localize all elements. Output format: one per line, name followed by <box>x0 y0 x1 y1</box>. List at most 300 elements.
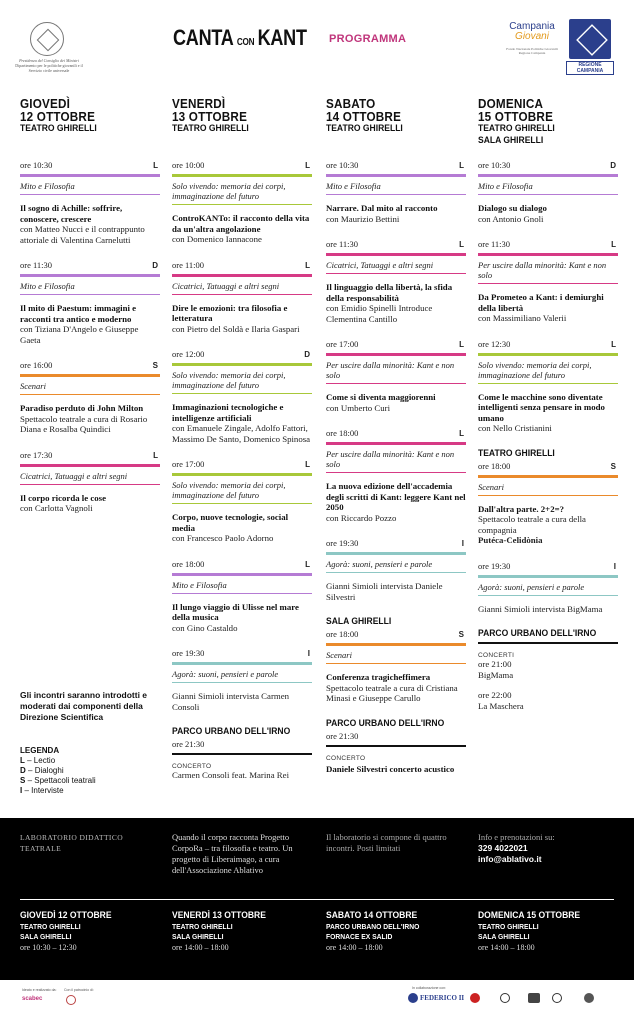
federico-ii-logo: FEDERICO II <box>420 994 465 1002</box>
legend-label: Dialoghi <box>34 766 64 775</box>
day-name: DOMENICA <box>478 96 544 111</box>
color-rule <box>478 353 618 356</box>
time-slot <box>172 348 312 361</box>
legend-title: LEGENDA <box>20 746 60 755</box>
event-desc: con Carlotta Vagnoli <box>20 503 93 513</box>
time-slot <box>20 359 160 372</box>
theme-line <box>172 204 312 205</box>
event-time: ore 18:00 <box>172 558 205 569</box>
color-rule <box>20 374 160 377</box>
black-rule <box>326 745 466 747</box>
event-theme: Mito e Filosofia <box>326 181 381 191</box>
event-desc: Gianni Simioli intervista Daniele Silvestri <box>326 581 443 602</box>
event-desc: Spettacolo teatrale a cura della compagnia <box>478 514 586 535</box>
day-name: SABATO <box>326 96 376 111</box>
day-heading <box>20 98 160 123</box>
event-theme: Agorà: suoni, pensieri e parole <box>172 669 279 679</box>
venue: TEATRO GHIRELLI <box>172 123 249 134</box>
event-desc: con Matteo Nucci e il contrappunto attoriale di Valentina Carnelutti <box>20 224 145 245</box>
event-theme: Mito e Filosofia <box>20 281 75 291</box>
event-block <box>20 359 160 435</box>
partner-logo-icon <box>552 993 562 1003</box>
lab-venue: TEATRO GHIRELLI <box>20 922 81 931</box>
event-theme: Solo vivendo: memoria dei corpi, immaginazione del futuro <box>172 370 286 390</box>
theme-line <box>20 394 160 395</box>
theme-line <box>172 294 312 295</box>
event-title: Dialogo su dialogo <box>478 203 547 213</box>
time-slot <box>478 460 618 473</box>
gov-line2: Dipartimento per le politiche giovanili e il Servizio civile universale <box>15 63 83 73</box>
event-block <box>172 348 312 444</box>
event-time: ore 19:30 <box>478 560 511 571</box>
theme-line <box>326 194 466 195</box>
event-desc: con Emanuele Zingale, Adolfo Fattori, Massimo De Santo, Domenico Spinosa <box>172 423 311 444</box>
venue: PARCO URBANO DELL'IRNO <box>172 726 291 737</box>
event-time: ore 10:30 <box>20 160 53 170</box>
event-type: L <box>305 161 310 170</box>
event-title: Il mito di Paestum: immagini e racconti tra antico e moderno <box>20 303 137 324</box>
time-slot <box>172 458 312 471</box>
event-theme: Mito e Filosofia <box>478 181 533 191</box>
event-theme: Cicatrici, Tatuaggi e altri segni <box>326 260 434 270</box>
time-slot <box>478 238 618 251</box>
legend-item: I – Interviste <box>20 786 64 795</box>
event-time: ore 17:00 <box>326 339 359 349</box>
venue: TEATRO GHIRELLI <box>326 123 403 134</box>
theme-line <box>20 194 160 195</box>
lab-info: Il laboratorio si compone di quattro incontri. Posti limitati <box>326 832 447 853</box>
contact-label: Info e prenotazioni su: <box>478 832 555 842</box>
event-time: ore 11:30 <box>478 239 511 249</box>
event-title: Dall'altra parte. 2+2=? <box>478 503 565 514</box>
lab-day-title: VENERDÌ 13 OTTOBRE <box>172 910 266 921</box>
italian-republic-emblem-icon <box>30 22 64 56</box>
event-theme: Scenari <box>20 381 46 391</box>
color-rule <box>172 573 312 576</box>
event-time: ore 19:30 <box>326 538 359 548</box>
color-rule <box>172 662 312 665</box>
theme-line <box>172 682 312 683</box>
event-type: L <box>153 450 158 460</box>
lab-venue: FORNACE EX SALID <box>326 932 393 941</box>
event-title: Da Prometeo a Kant: i demiurghi della libertà <box>478 292 604 313</box>
partner-logo-icon <box>584 993 594 1003</box>
event-type: L <box>459 340 464 349</box>
lab-day-title: GIOVEDÌ 12 OTTOBRE <box>20 910 112 921</box>
event-title: Narrare. Dal mito al racconto <box>326 203 438 213</box>
event-block <box>172 458 312 544</box>
event-desc: con Massimiliano Valerii <box>478 313 567 323</box>
event-time: ore 21:00 <box>478 659 512 669</box>
event-desc: La Maschera <box>478 700 524 711</box>
event-block <box>478 159 618 224</box>
lab-day-title: DOMENICA 15 OTTOBRE <box>478 910 581 921</box>
email-link[interactable]: info@ablativo.it <box>478 854 542 864</box>
event-theme: Scenari <box>478 481 504 492</box>
event-block <box>20 449 160 514</box>
color-rule <box>172 274 312 277</box>
color-rule <box>20 174 160 177</box>
event-desc: Gianni Simioli intervista BigMama <box>478 603 603 614</box>
event-desc: con Antonio Gnoli <box>478 213 544 224</box>
event-time: ore 11:30 <box>20 260 53 270</box>
theme-line <box>326 663 466 664</box>
event-block <box>326 159 466 224</box>
event-desc: con Pietro del Soldà e Ilaria Gaspari <box>172 323 300 334</box>
event-time: ore 12:30 <box>478 338 511 349</box>
lab-venue: SALA GHIRELLI <box>478 932 530 941</box>
color-rule <box>478 174 618 177</box>
event-type: S <box>610 461 616 471</box>
patronage-label: Con il patrocinio di: <box>64 988 94 992</box>
event-time: ore 18:00 <box>326 629 359 639</box>
legend-item: D – Dialoghi <box>20 766 64 775</box>
scabec-logo: scabec <box>22 996 43 1002</box>
event-type: I <box>461 539 464 548</box>
event-type: L <box>305 559 310 569</box>
event-type: L <box>459 161 464 170</box>
theme-line <box>326 472 466 473</box>
time-slot <box>172 558 312 571</box>
day-date: 15 OTTOBRE <box>478 108 554 124</box>
day-date: 14 OTTOBRE <box>326 108 402 124</box>
event-block <box>326 427 466 523</box>
legend-label: Lectio <box>33 756 56 765</box>
event-time: ore 17:30 <box>20 449 53 460</box>
event-block <box>172 159 312 245</box>
footer-divider <box>20 899 614 900</box>
event-desc: con Riccardo Pozzo <box>326 512 397 523</box>
lab-time: ore 14:00 – 18:00 <box>326 943 383 952</box>
color-rule <box>20 464 160 467</box>
gov-line1: Presidenza del Consiglio dei Ministri <box>19 58 79 63</box>
lab-time: ore 10:30 – 12:30 <box>20 943 77 952</box>
event-theme: Agorà: suoni, pensieri e parole <box>478 581 585 592</box>
phone-number[interactable]: 329 4022021 <box>478 843 528 853</box>
event-desc: Gianni Simioli intervista Carmen Consoli <box>172 691 290 712</box>
lab-day <box>478 910 623 954</box>
event-time: ore 10:00 <box>172 160 205 170</box>
day-date: 13 OTTOBRE <box>172 108 248 124</box>
event-block <box>478 238 618 324</box>
event-time: ore 16:00 <box>20 360 53 370</box>
legend-key: D <box>20 766 26 775</box>
theme-line <box>326 383 466 384</box>
event-time: ore 21:30 <box>172 739 205 749</box>
promoter-label: Ideato e realizzato da: <box>22 988 57 992</box>
event-title <box>173 25 307 51</box>
event-theme: Mito e Filosofia <box>172 579 227 590</box>
color-rule <box>172 363 312 366</box>
event-theme: Per uscire dalla minorità: Kant e non solo <box>326 360 455 380</box>
event-type: D <box>152 261 158 270</box>
event-title: Come le macchine sono diventate intelligenti senza pensare in modo umano <box>478 391 605 423</box>
event-type: L <box>611 339 616 349</box>
column-sunday <box>478 98 618 711</box>
color-rule <box>326 442 466 445</box>
sponsor-logos <box>0 980 634 1024</box>
event-theme: Scenari <box>326 650 352 660</box>
legend-key: S <box>20 776 26 785</box>
event-theme: Per uscire dalla minorità: Kant e non solo <box>326 449 455 469</box>
event-time: ore 19:30 <box>172 648 205 658</box>
event-block <box>172 647 312 712</box>
event-title: Il sogno di Achille: soffrire, conoscere, crescere <box>20 203 123 224</box>
theme-line <box>478 595 618 596</box>
lab-time: ore 14:00 – 18:00 <box>172 943 229 952</box>
day-name: GIOVEDÌ <box>20 96 71 111</box>
event-theme: Solo vivendo: memoria dei corpi, immaginazione del futuro <box>172 181 286 201</box>
legend-label: Interviste <box>31 786 64 795</box>
campania-sub: Fondo Nazionale Politiche Giovanili Regione Campania <box>506 47 558 55</box>
event-desc: con Nello Cristianini <box>478 423 552 433</box>
time-slot <box>172 738 312 751</box>
color-rule <box>478 253 618 256</box>
event-time: ore 10:30 <box>478 160 511 170</box>
event-desc: con Emidio Spinelli Introduce Clementina Cantillo <box>326 303 433 324</box>
time-slot <box>20 159 160 172</box>
column-saturday <box>326 98 466 774</box>
event-type: L <box>305 460 310 469</box>
theme-line <box>172 393 312 394</box>
campania-word: Campania <box>509 21 555 32</box>
venue: TEATRO GHIRELLI <box>20 123 97 134</box>
column-thursday <box>20 98 160 514</box>
event-theme: Per uscire dalla minorità: Kant e non solo <box>478 260 607 280</box>
lab-venue: SALA GHIRELLI <box>20 932 72 941</box>
concert-label: CONCERTO <box>326 754 366 762</box>
programma-label: PROGRAMMA <box>329 33 407 45</box>
lab-contact <box>478 832 628 865</box>
color-rule <box>478 475 618 478</box>
theme-line <box>478 283 618 284</box>
legend <box>20 746 160 796</box>
venue: SALA GHIRELLI <box>326 616 392 627</box>
event-theme: Agorà: suoni, pensieri e parole <box>326 559 433 569</box>
event-block <box>20 159 160 245</box>
theme-line <box>478 495 618 496</box>
lab-venue: PARCO URBANO DELL'IRNO <box>326 922 420 931</box>
event-title: La nuova edizione dell'accademia degli scritti di Kant: leggere Kant nel 2050 <box>326 481 466 512</box>
theme-line <box>172 593 312 594</box>
company-name: Putéca-Celidònia <box>478 535 543 545</box>
event-title: Paradiso perduto di John Milton <box>20 403 144 413</box>
event-type: S <box>458 630 464 639</box>
day-date: 12 OTTOBRE <box>20 108 96 124</box>
title-part1: CANTA <box>173 25 234 50</box>
color-rule <box>326 253 466 256</box>
footer-lab-section <box>0 818 634 980</box>
event-type: L <box>153 161 158 170</box>
event-desc: con Maurizio Bettini <box>326 213 400 224</box>
giovani-word: Giovani <box>515 31 549 42</box>
partners-label: In collaborazione con: <box>412 986 447 990</box>
event-time: ore 22:00 <box>478 690 512 700</box>
event-time: ore 17:00 <box>172 459 205 469</box>
event-block <box>20 259 160 345</box>
legend-key: L <box>20 756 25 765</box>
event-type: S <box>152 361 158 370</box>
time-slot <box>20 259 160 272</box>
event-desc: Carmen Consoli feat. Marina Rei <box>172 770 290 780</box>
event-time: ore 18:00 <box>326 428 359 438</box>
legend-item: L – Lectio <box>20 756 56 765</box>
day-name: VENERDÌ <box>172 96 226 111</box>
event-theme: Mito e Filosofia <box>20 181 75 191</box>
event-desc: con Francesco Paolo Adorno <box>172 533 274 543</box>
event-desc: con Gino Castaldo <box>172 622 238 633</box>
title-con: CON <box>236 37 255 48</box>
venue: PARCO URBANO DELL'IRNO <box>478 628 597 639</box>
campania-giovani-logo <box>502 22 562 42</box>
theme-line <box>172 503 312 504</box>
event-block <box>172 558 312 634</box>
event-block <box>172 259 312 335</box>
event-type: I <box>307 649 310 658</box>
time-slot <box>326 427 466 440</box>
theme-line <box>478 383 618 384</box>
event-type: L <box>305 260 310 270</box>
lab-day <box>20 910 165 954</box>
color-rule <box>172 174 312 177</box>
venue: SALA GHIRELLI <box>478 135 544 146</box>
time-slot <box>326 159 466 172</box>
partner-logo-icon <box>470 993 480 1003</box>
patronage-logo-icon <box>66 995 76 1005</box>
event-theme: Cicatrici, Tatuaggi e altri segni <box>172 280 280 291</box>
time-slot <box>326 338 466 351</box>
event-time: ore 12:00 <box>172 349 205 359</box>
day-heading <box>326 98 466 123</box>
lab-day-title: SABATO 14 OTTOBRE <box>326 910 418 921</box>
time-slot <box>326 730 466 743</box>
event-block <box>478 560 618 615</box>
day-heading <box>172 98 312 123</box>
theme-line <box>478 194 618 195</box>
event-block <box>326 338 466 413</box>
theme-line <box>326 572 466 573</box>
event-title: Dire le emozioni: tra filosofia e letteratura <box>172 302 288 323</box>
concert-label: CONCERTI <box>478 652 515 659</box>
venue: TEATRO GHIRELLI <box>478 447 555 459</box>
day-heading <box>478 98 618 123</box>
event-time: ore 11:30 <box>326 239 359 249</box>
event-title: Conferenza tragicheffimera <box>326 672 431 682</box>
title-part2: KANT <box>257 25 307 50</box>
time-slot <box>172 259 312 272</box>
lab-venue: SALA GHIRELLI <box>172 932 224 941</box>
legend-item: S – Spettacoli teatrali <box>20 776 96 785</box>
color-rule <box>326 174 466 177</box>
event-theme: Cicatrici, Tatuaggi e altri segni <box>20 470 128 481</box>
event-desc: con Umberto Curi <box>326 402 391 413</box>
university-salerno-logo-icon <box>500 993 510 1003</box>
event-time: ore 21:30 <box>326 730 359 741</box>
event-type: L <box>459 240 464 249</box>
venue: TEATRO GHIRELLI <box>478 123 555 134</box>
black-rule <box>478 642 618 644</box>
event-theme: Solo vivendo: memoria dei corpi, immaginazione del futuro <box>478 359 592 380</box>
color-rule <box>326 552 466 555</box>
event-time: ore 18:00 <box>478 460 511 471</box>
time-slot <box>172 647 312 660</box>
event-desc: Spettacolo teatrale a cura di Cristiana Minasi e Giuseppe Carullo <box>326 682 458 703</box>
theme-line <box>20 294 160 295</box>
event-title: ControKANTo: il racconto della vita da un'altra angolazione <box>172 213 310 234</box>
event-type: D <box>304 350 310 359</box>
lab-title: LABORATORIO DIDATTICO TEATRALE <box>20 833 124 853</box>
event-type: D <box>610 161 616 170</box>
lab-day <box>326 910 471 954</box>
moderation-note: Gli incontri saranno introdotti e moderati dai componenti della Direzione Scientifica <box>20 690 148 722</box>
event-title: Immaginazioni tecnologiche e intelligenze artificiali <box>172 402 284 423</box>
time-slot <box>478 159 618 172</box>
lab-venue: TEATRO GHIRELLI <box>172 922 233 931</box>
event-title: Il linguaggio della libertà, la sfida della responsabilità <box>326 282 453 303</box>
event-block <box>326 238 466 324</box>
theme-line <box>326 273 466 274</box>
column-friday <box>172 98 312 781</box>
time-slot <box>478 338 618 351</box>
lab-day <box>172 910 317 954</box>
event-type: L <box>611 240 616 249</box>
event-desc: Spettacolo teatrale a cura di Rosario Diana e Rosalba Quindici <box>20 413 148 434</box>
legend-key: I <box>20 786 23 795</box>
lab-venue: TEATRO GHIRELLI <box>478 922 539 931</box>
time-slot <box>478 560 618 573</box>
event-desc: BigMama <box>478 669 514 680</box>
black-rule <box>172 753 312 755</box>
event-type: L <box>459 429 464 438</box>
time-slot <box>326 238 466 251</box>
event-desc: con Tiziana D'Angelo e Giuseppe Gaeta <box>20 324 139 345</box>
event-block <box>478 338 618 434</box>
event-title: Daniele Silvestri concerto acustico <box>326 763 455 774</box>
event-time: ore 10:30 <box>326 160 359 170</box>
event-type: I <box>613 561 616 571</box>
time-slot <box>326 628 466 641</box>
concert-label: CONCERTO <box>172 763 212 770</box>
event-time: ore 11:00 <box>172 259 205 270</box>
color-rule <box>172 473 312 476</box>
venue: PARCO URBANO DELL'IRNO <box>326 717 445 729</box>
time-slot <box>172 159 312 172</box>
legend-label: Spettacoli teatrali <box>34 776 96 785</box>
event-title: Come si diventa maggiorenni <box>326 392 436 402</box>
header <box>0 0 634 80</box>
university-seal-icon <box>408 993 418 1003</box>
time-slot <box>20 449 160 462</box>
event-title: Il corpo ricorda le cose <box>20 492 106 503</box>
event-title: Il lungo viaggio di Ulisse nel mare della musica <box>172 601 299 622</box>
event-desc: con Domenico Iannacone <box>172 234 262 244</box>
lab-description: Quando il corpo racconta Progetto CorpoRa – tra filosofia e teatro. Un progetto di Liberaimago, a cura dell'Associazione Ablativo <box>172 832 293 875</box>
region-name: REGIONE CAMPANIA <box>566 61 614 75</box>
event-block <box>478 460 618 546</box>
event-theme: Solo vivendo: memoria dei corpi, immaginazione del futuro <box>172 480 286 500</box>
event-block <box>326 537 466 602</box>
color-rule <box>478 575 618 578</box>
color-rule <box>326 643 466 646</box>
lab-time: ore 14:00 – 18:00 <box>478 943 535 952</box>
partner-logo-icon <box>528 993 540 1003</box>
theme-line <box>20 484 160 485</box>
time-slot <box>326 537 466 550</box>
event-title: Corpo, nuove tecnologie, social media <box>172 512 289 533</box>
color-rule <box>326 353 466 356</box>
region-campania-shield-icon <box>569 19 611 59</box>
color-rule <box>20 274 160 277</box>
